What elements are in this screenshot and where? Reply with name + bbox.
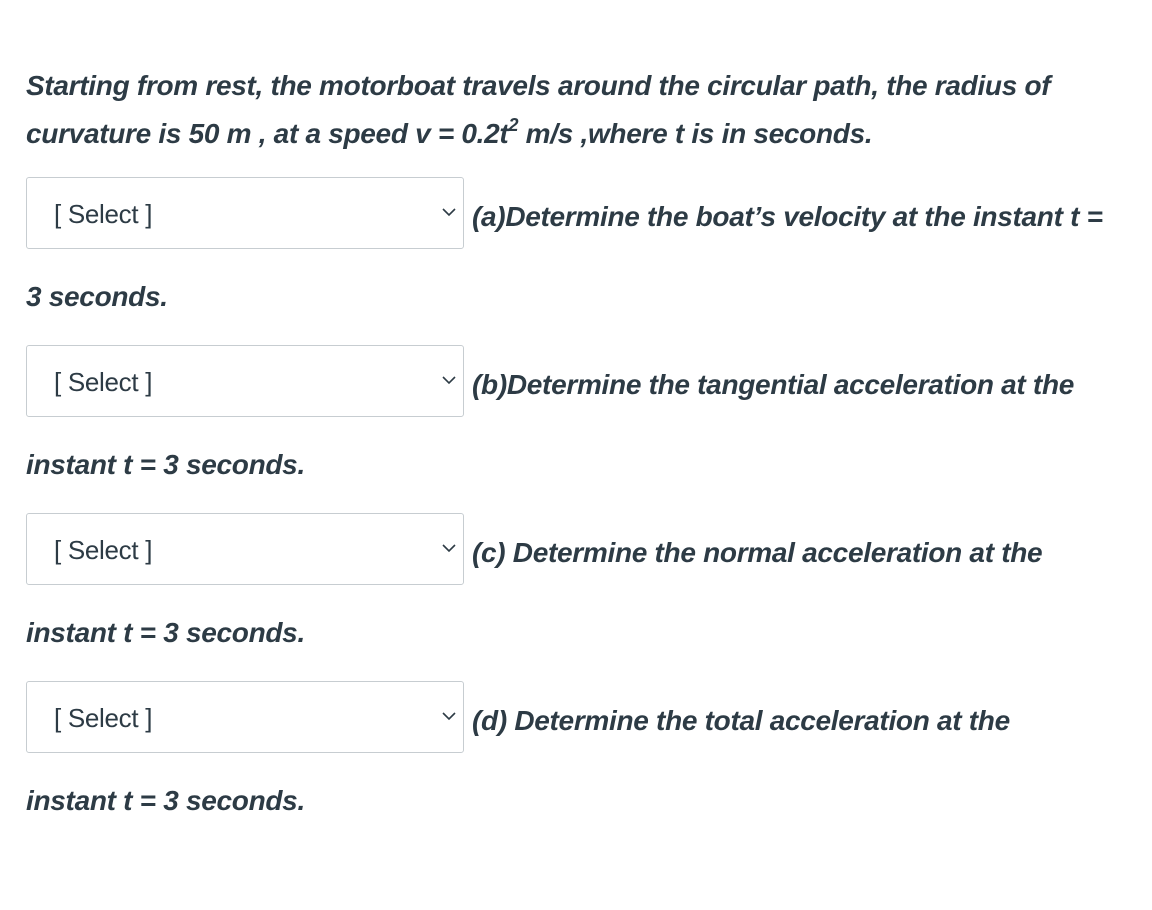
exponent: 2 bbox=[508, 115, 519, 135]
prompt-a: (a)Determine the boat’s velocity at the instant t = bbox=[472, 201, 1103, 232]
chevron-down-icon bbox=[441, 542, 457, 554]
continuation-a: 3 seconds. bbox=[26, 281, 168, 312]
blank-row-a bbox=[26, 177, 1136, 251]
continuation-d: instant t = 3 seconds. bbox=[26, 785, 305, 816]
select-placeholder: [ Select ] bbox=[54, 199, 153, 229]
select-placeholder: [ Select ] bbox=[54, 703, 153, 733]
select-placeholder: [ Select ] bbox=[54, 535, 153, 565]
question-stem-text: curvature is 50 m , at a speed v = 0.2t bbox=[26, 118, 509, 149]
blank-row-d bbox=[26, 681, 1136, 755]
continuation-b: instant t = 3 seconds. bbox=[26, 449, 305, 480]
prompt-b: (b)Determine the tangential acceleration at the bbox=[472, 369, 1075, 400]
question-stem bbox=[26, 62, 1126, 158]
prompt-c: (c) Determine the normal acceleration at the bbox=[472, 537, 1043, 568]
question-stem-text-end: m/s ,where t is in seconds. bbox=[518, 118, 873, 149]
prompt-d: (d) Determine the total acceleration at the bbox=[472, 705, 1010, 736]
answer-select-b[interactable] bbox=[26, 345, 464, 417]
question-stem-line-1: Starting from rest, the motorboat travels around the circular path, the radius of bbox=[26, 70, 1051, 101]
continuation-c: instant t = 3 seconds. bbox=[26, 617, 305, 648]
chevron-down-icon bbox=[441, 206, 457, 218]
select-placeholder: [ Select ] bbox=[54, 367, 153, 397]
answer-select-a[interactable] bbox=[26, 177, 464, 249]
answer-select-d[interactable] bbox=[26, 681, 464, 753]
blank-row-c bbox=[26, 513, 1136, 587]
blank-row-b bbox=[26, 345, 1136, 419]
chevron-down-icon bbox=[441, 374, 457, 386]
chevron-down-icon bbox=[441, 710, 457, 722]
answer-select-c[interactable] bbox=[26, 513, 464, 585]
question-stem-line-2 bbox=[26, 110, 1126, 158]
